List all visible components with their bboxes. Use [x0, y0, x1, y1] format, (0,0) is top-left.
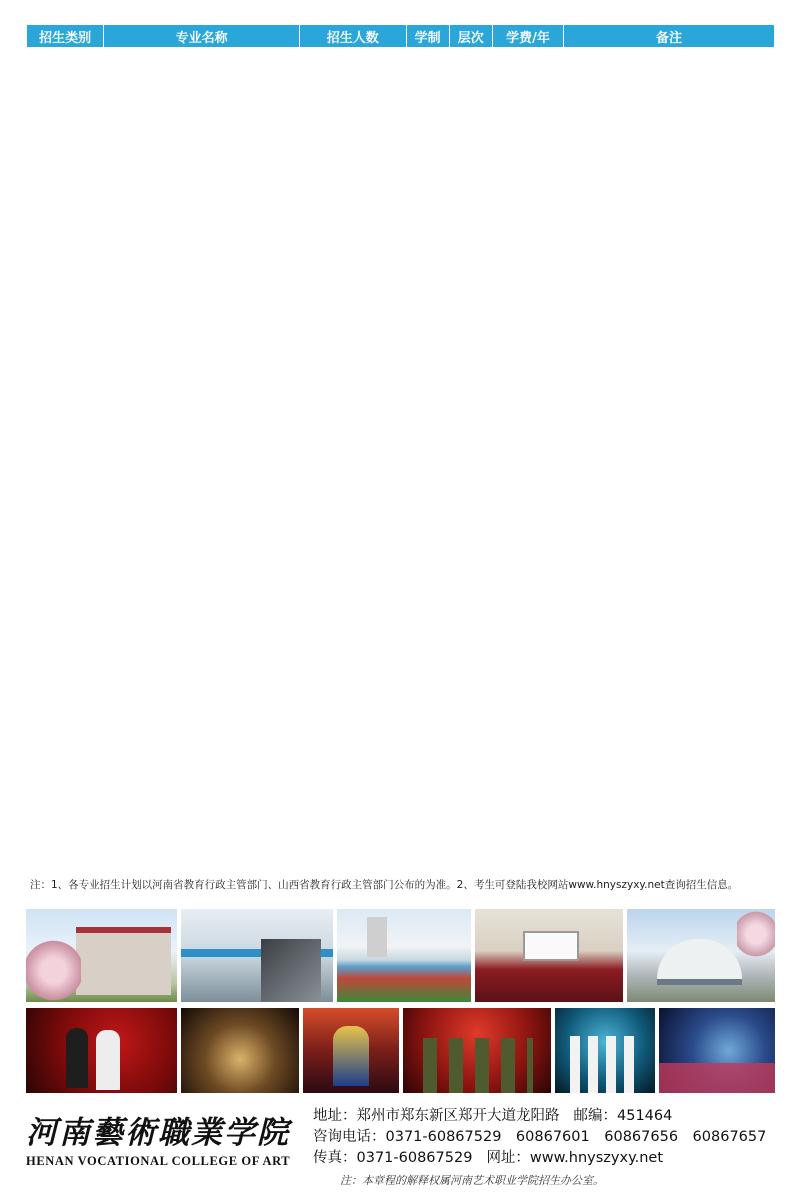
header-years: 学制 [407, 25, 449, 47]
photo-stage-hosts [26, 1008, 177, 1093]
postcode-text: 邮编：451464 [573, 1108, 673, 1124]
website-link[interactable]: 网址：www.hnyszyxy.net [486, 1150, 664, 1166]
photo-concert-hall [627, 909, 775, 1002]
table-header-row [27, 25, 774, 47]
college-name-cn: 河南藝術職業学院 [26, 1115, 290, 1151]
photo-stage-singers [555, 1008, 655, 1093]
fax-text: 传真：0371-60867529 [313, 1150, 473, 1166]
footnote: 注：1、各专业招生计划以河南省教育行政主管部门、山西省教育行政主管部门公布的为准。2、考生可登陆我校网站www.hnyszyxy.net查询招生信息。 [30, 879, 739, 891]
enrollment-table [26, 24, 775, 48]
header-fee: 学费/年 [493, 25, 563, 47]
header-level: 层次 [450, 25, 492, 47]
photo-dance-stage [659, 1008, 775, 1093]
photo-military-performance [403, 1008, 551, 1093]
photo-auditorium [475, 909, 623, 1002]
campus-photo-gallery [26, 909, 775, 1093]
header-category: 招生类别 [27, 25, 103, 47]
photo-exhibition-hall [181, 909, 333, 1002]
photo-sports-field [337, 909, 471, 1002]
college-name-en: HENAN VOCATIONAL COLLEGE OF ART [26, 1154, 291, 1168]
bottom-note: 注：本章程的解释权属河南艺术职业学院招生办公室。 [340, 1174, 604, 1187]
address-text: 地址：郑州市郑东新区郑开大道龙阳路 [313, 1108, 560, 1124]
photo-opera-performance [303, 1008, 399, 1093]
header-major: 专业名称 [104, 25, 299, 47]
college-logo [26, 1107, 306, 1167]
contact-info [313, 1106, 780, 1169]
phone-text: 咨询电话：0371-60867529 60867601 60867656 60867657 [313, 1129, 767, 1145]
header-note: 备注 [564, 25, 774, 47]
header-count: 招生人数 [300, 25, 405, 47]
photo-campus-building [26, 909, 177, 1002]
photo-dance-performance [181, 1008, 299, 1093]
